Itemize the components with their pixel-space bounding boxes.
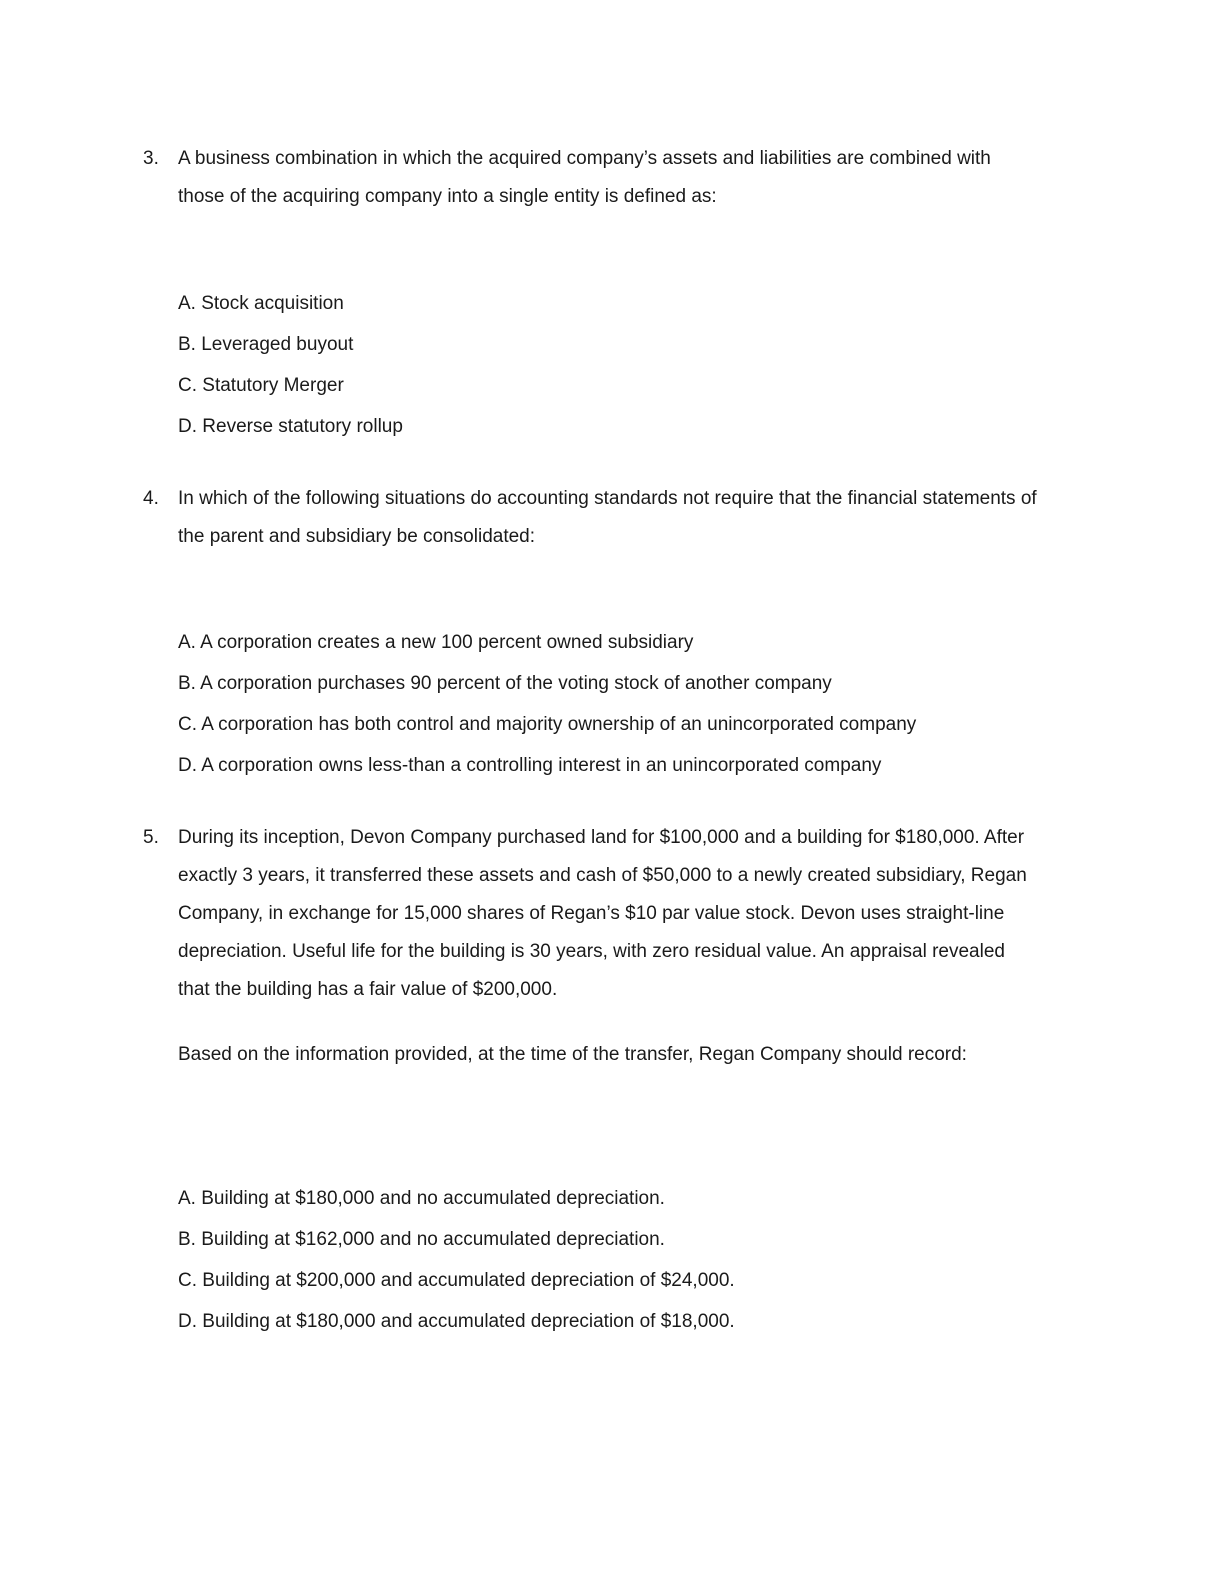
option-b: B. Leveraged buyout — [178, 334, 354, 355]
answer-options — [178, 628, 1038, 792]
question-number: 4. — [143, 488, 159, 509]
question-number: 3. — [143, 148, 159, 169]
question-number: 5. — [143, 827, 159, 848]
option-a: A. A corporation creates a new 100 percent owned subsidiary — [178, 632, 694, 653]
option-d: D. A corporation owns less-than a controlling interest in an unincorporated company — [178, 755, 882, 776]
option-d: D. Reverse statutory rollup — [178, 416, 403, 437]
option-c: C. Building at $200,000 and accumulated depreciation of $24,000. — [178, 1270, 735, 1291]
option-c: C. Statutory Merger — [178, 375, 344, 396]
question-text: During its inception, Devon Company purchased land for $100,000 and a building for $180,000. After exactly 3 years, it transferred these assets and cash of $50,000 to a newly created subsidiary, Regan Company, in exchange for 15,000 shares of Regan’s $10 par value stock. Devon uses straight-line depreciation. Useful life for the building is 30 years, with zero residual value. An appraisal revealed that the building has a fair value of $200,000. — [178, 827, 1027, 1000]
question-text: A business combination in which the acquired company’s assets and liabilities are combined with those of the acquiring company into a single entity is defined as: — [178, 148, 991, 207]
answer-options — [178, 289, 1038, 453]
option-c: C. A corporation has both control and majority ownership of an unincorporated company — [178, 714, 917, 735]
option-b: B. Building at $162,000 and no accumulated depreciation. — [178, 1229, 665, 1250]
option-b: B. A corporation purchases 90 percent of the voting stock of another company — [178, 673, 832, 694]
option-a: A. Building at $180,000 and no accumulated depreciation. — [178, 1188, 665, 1209]
answer-options — [178, 1184, 1038, 1348]
question-text: In which of the following situations do accounting standards not require that the financial statements of the parent and subsidiary be consolidated: — [178, 488, 1037, 547]
question-followup-text: Based on the information provided, at the time of the transfer, Regan Company should record: — [178, 1044, 967, 1065]
option-d: D. Building at $180,000 and accumulated depreciation of $18,000. — [178, 1311, 735, 1332]
option-a: A. Stock acquisition — [178, 293, 344, 314]
